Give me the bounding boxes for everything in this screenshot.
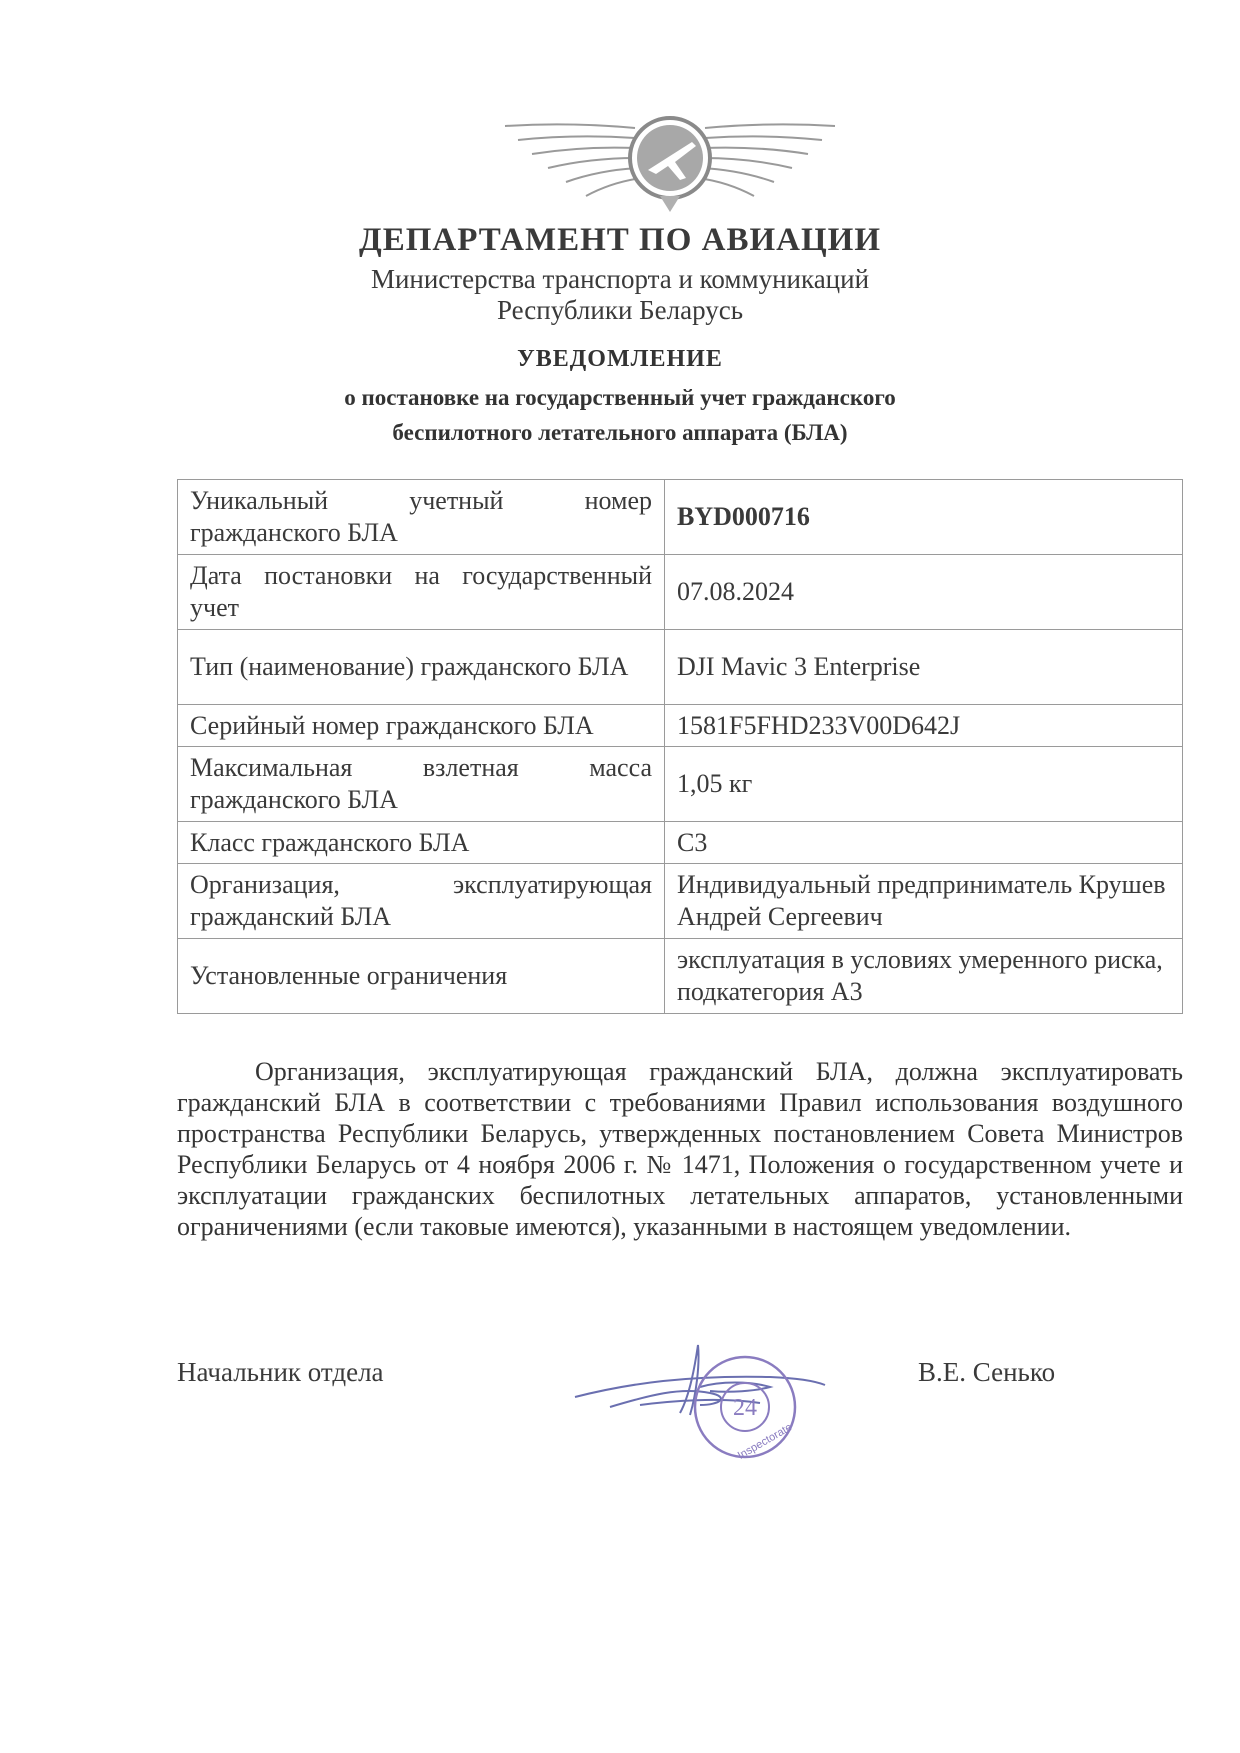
row-label: Установленные ограничения: [178, 939, 665, 1014]
stamp-text: Inspectorate: [735, 1421, 795, 1462]
notice-subtitle: [0, 380, 1240, 450]
table-row: [178, 555, 1183, 630]
row-label: Класс гражданского БЛА: [178, 822, 665, 864]
uav-type: DJI Mavic 3 Enterprise: [665, 630, 1183, 705]
inspectorate-stamp: [690, 1352, 800, 1462]
operator: Индивидуальный предприниматель Крушев Андрей Сергеевич: [665, 864, 1183, 939]
registration-table: [177, 479, 1183, 1014]
table-row: [178, 864, 1183, 939]
stamp-number: 24: [733, 1395, 757, 1421]
table-row: [178, 939, 1183, 1014]
ministry-line-2: Республики Беларусь: [496, 295, 744, 325]
restrictions: эксплуатация в условиях умеренного риска, подкатегория А3: [665, 939, 1183, 1014]
notice-subtitle-line-2: беспилотного летательного аппарата (БЛА): [392, 420, 848, 445]
registration-number: BYD000716: [665, 480, 1183, 555]
row-label: Организация, эксплуатирующая гражданский БЛА: [178, 864, 665, 939]
notice-subtitle-line-1: о постановке на государственный учет гражданского: [344, 385, 896, 410]
row-label: Дата постановки на государственный учет: [178, 555, 665, 630]
body-paragraph: Организация, эксплуатирующая гражданский БЛА, должна эксплуатировать гражданский БЛА в соответствии с требованиями Правил использования воздушного пространства Республики Беларусь, утвержденных постановлением Совета Министров Республики Беларусь от 4 ноября 2006 г. № 1471, Положения о государственном учете и эксплуатации гражданских беспилотных летательных аппаратов, установленными ограничениями (если таковые имеются), указанными в настоящем уведомлении.: [177, 1057, 1183, 1241]
table-row: [178, 705, 1183, 747]
max-takeoff-mass: 1,05 кг: [665, 747, 1183, 822]
row-label: Уникальный учетный номер гражданского БЛА: [178, 480, 665, 555]
aviation-emblem-icon: [500, 108, 840, 220]
signer-position: Начальник отдела: [177, 1357, 384, 1387]
table-row: [178, 630, 1183, 705]
row-label: Серийный номер гражданского БЛА: [178, 705, 665, 747]
signer-name: В.Е. Сенько: [918, 1357, 1056, 1387]
registration-date: 07.08.2024: [665, 555, 1183, 630]
department-name: ДЕПАРТАМЕНТ ПО АВИАЦИИ: [359, 222, 881, 258]
table-row: [178, 480, 1183, 555]
ministry-line-1: Министерства транспорта и коммуникаций: [370, 264, 870, 294]
row-label: Тип (наименование) гражданского БЛА: [178, 630, 665, 705]
row-label: Максимальная взлетная масса гражданского БЛА: [178, 747, 665, 822]
ministry-name: [0, 264, 1240, 326]
uav-class: С3: [665, 822, 1183, 864]
notice-title: УВЕДОМЛЕНИЕ: [517, 346, 723, 372]
serial-number: 1581F5FHD233V00D642J: [665, 705, 1183, 747]
table-row: [178, 747, 1183, 822]
table-row: [178, 822, 1183, 864]
